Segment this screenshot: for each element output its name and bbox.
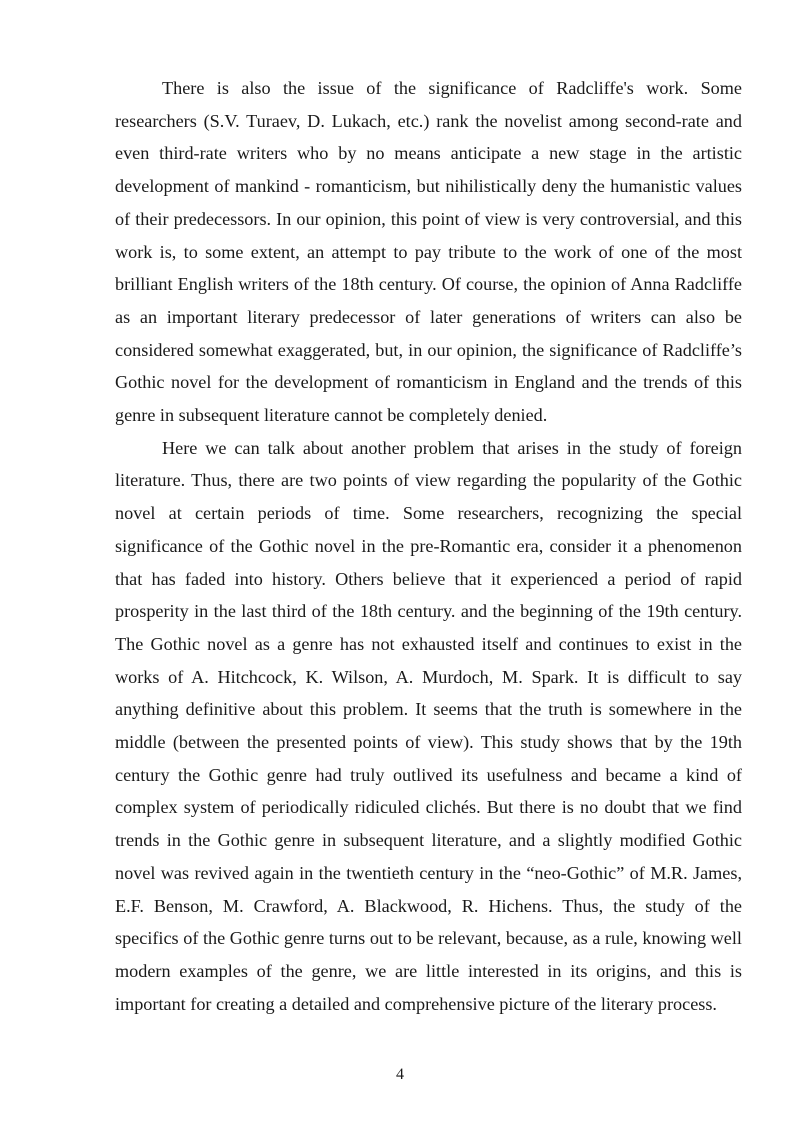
paragraph-gothic-popularity: Here we can talk about another problem that arises in the study of foreign literature. Thus, there are two points of view regarding the popularity of the Gothic novel at certain periods of time. Some researchers, recognizing the special significance of the Gothic novel in the pre-Romantic era, consider it a phenomenon that has faded into history. Others believe that it experienced a period of rapid prosperity in the last third of the 18th century. and the beginning of the 19th century. The Gothic novel as a genre has not exhausted itself and continues to exist in the works of A. Hitchcock, K. Wilson, A. Murdoch, M. Spark. It is difficult to say anything definitive about this problem. It seems that the truth is somewhere in the middle (between the presented points of view). This study shows that by the 19th century the Gothic genre had truly outlived its usefulness and became a kind of complex system of periodically ridiculed clichés. But there is no doubt that we find trends in the Gothic genre in subsequent literature, and a slightly modified Gothic novel was revived again in the twentieth century in the “neo-Gothic” of M.R. James, E.F. Benson, M. Crawford, A. Blackwood, R. Hichens. Thus, the study of the specifics of the Gothic genre turns out to be relevant, because, as a rule, knowing well modern examples of the genre, we are little interested in its origins, and this is important for creating a detailed and comprehensive picture of the literary process. xyxy=(115,437,742,1014)
paragraph-radcliffe-significance: There is also the issue of the significance of Radcliffe's work. Some researchers (S.V. Turaev, D. Lukach, etc.) rank the novelist among second-rate and even third-rate writers who by no means anticipate a new stage in the artistic development of mankind - romanticism, but nihilistically deny the humanistic values of their predecessors. In our opinion, this point of view is very controversial, and this work is, to some extent, an attempt to pay tribute to the work of one of the most brilliant English writers of the 18th century. Of course, the opinion of Anna Radcliffe as an important literary predecessor of later generations of writers can also be considered somewhat exaggerated, but, in our opinion, the significance of Radcliffe’s Gothic novel for the development of romanticism in England and the trends of this genre in subsequent literature cannot be completely denied. xyxy=(115,78,742,426)
page-number: 4 xyxy=(396,1066,404,1083)
body-text xyxy=(115,72,742,1020)
